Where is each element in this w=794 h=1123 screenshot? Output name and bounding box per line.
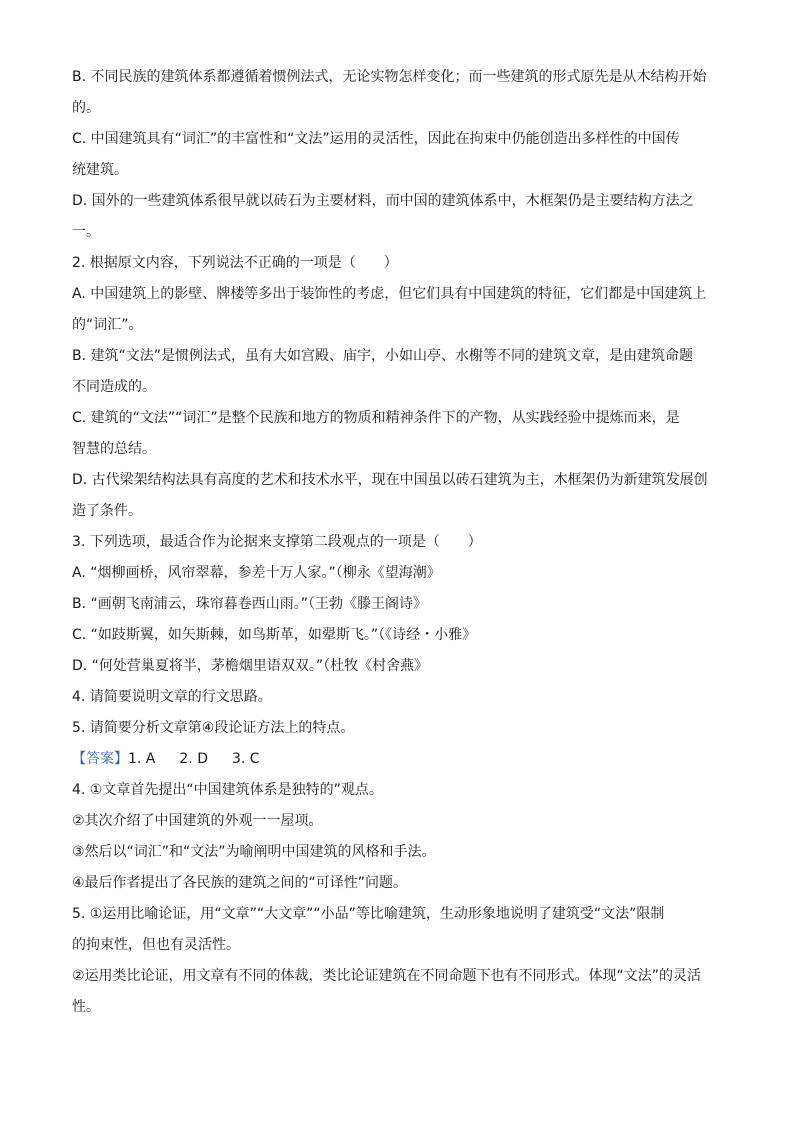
option-d-line-1: D. 国外的一些建筑体系很早就以砖石为主要材料，而中国的建筑体系中，木框架仍是主要结构方法之 <box>72 193 694 209</box>
q3-option-a: A. “烟柳画桥，风帘翠幕，参差十万人家。”（柳永《望海潮》 <box>72 565 441 581</box>
option-d-line-2: 一。 <box>72 224 100 240</box>
q3-option-b: B. “画朝飞南浦云，珠帘暮卷西山雨。”（王勃《滕王阁诗》 <box>72 596 428 612</box>
option-b-line-2: 的。 <box>72 100 100 116</box>
question-5: 5. 请简要分析文章第④段论证方法上的特点。 <box>72 720 355 736</box>
answer-5-line-2: 的拘束性，但也有灵活性。 <box>72 937 240 953</box>
answer-line <box>72 744 724 775</box>
q2-option-b-line-1: B. 建筑“文法”是惯例法式，虽有大如宫殿、庙宇，小如山亭、水榭等不同的建筑文章，是由建筑命题 <box>72 348 694 364</box>
q2-option-a-line-2: 的“词汇”。 <box>72 317 143 333</box>
question-4: 4. 请简要说明文章的行文思路。 <box>72 689 272 705</box>
option-c-line-1: C. 中国建筑具有“词汇”的丰富性和“文法”运用的灵活性，因此在拘束中仍能创造出多样性的中国传 <box>72 131 680 147</box>
question-3: 3. 下列选项，最适合作为论据来支撑第二段观点的一项是（ ） <box>72 534 482 550</box>
option-c-line-2: 统建筑。 <box>72 162 128 178</box>
q2-option-b-line-2: 不同造成的。 <box>72 379 156 395</box>
answer-tag: 【答案】 <box>72 751 128 767</box>
q2-option-d-line-1: D. 古代梁架结构法具有高度的艺术和技术水平，现在中国虽以砖石建筑为主，木框架仍为新建筑发展创 <box>72 472 708 488</box>
option-b-line-1: B. 不同民族的建筑体系都遵循着惯例法式，无论实物怎样变化；而一些建筑的形式原先是从木结构开始 <box>72 69 707 85</box>
q2-option-d-line-2: 造了条件。 <box>72 503 142 519</box>
answer-4-line-4: ④最后作者提出了各民族的建筑之间的“可译性”问题。 <box>72 875 408 891</box>
answer-4-line-3: ③然后以“词汇”和“文法”为喻阐明中国建筑的风格和手法。 <box>72 844 436 860</box>
question-2: 2. 根据原文内容，下列说法不正确的一项是（ ） <box>72 255 398 271</box>
q3-option-d: D. “何处营巢夏将半，茅檐烟里语双双。”（杜牧《村舍燕》 <box>72 658 429 674</box>
document-page <box>72 62 724 1023</box>
answer-5-line-3: ②运用类比论证，用文章有不同的体裁，类比论证建筑在不同命题下也有不同形式。体现“文法”的灵活 <box>72 968 702 984</box>
answer-5-line-4: 性。 <box>72 999 100 1015</box>
answer-4-line-1: 4. ①文章首先提出“中国建筑体系是独特的”观点。 <box>72 782 383 798</box>
q2-option-c-line-2: 智慧的总结。 <box>72 441 156 457</box>
q3-option-c: C. “如跂斯翼，如矢斯棘，如鸟斯革，如翚斯飞。”（《诗经・小雅》 <box>72 627 477 643</box>
answer-2: 2. D <box>179 751 208 767</box>
q2-option-c-line-1: C. 建筑的“文法”“词汇”是整个民族和地方的物质和精神条件下的产物，从实践经验中提炼而来，是 <box>72 410 680 426</box>
answer-1: 1. A <box>128 751 156 767</box>
answer-3: 3. C <box>231 751 260 767</box>
answer-5-line-1: 5. ①运用比喻论证，用“文章”“大文章”“小品”等比喻建筑，生动形象地说明了建筑受“文法”限制 <box>72 906 665 922</box>
answer-4-line-2: ②其次介绍了中国建筑的外观一一屋项。 <box>72 813 323 829</box>
q2-option-a-line-1: A. 中国建筑上的影壁、牌楼等多出于装饰性的考虑，但它们具有中国建筑的特征，它们都是中国建筑上 <box>72 286 707 302</box>
